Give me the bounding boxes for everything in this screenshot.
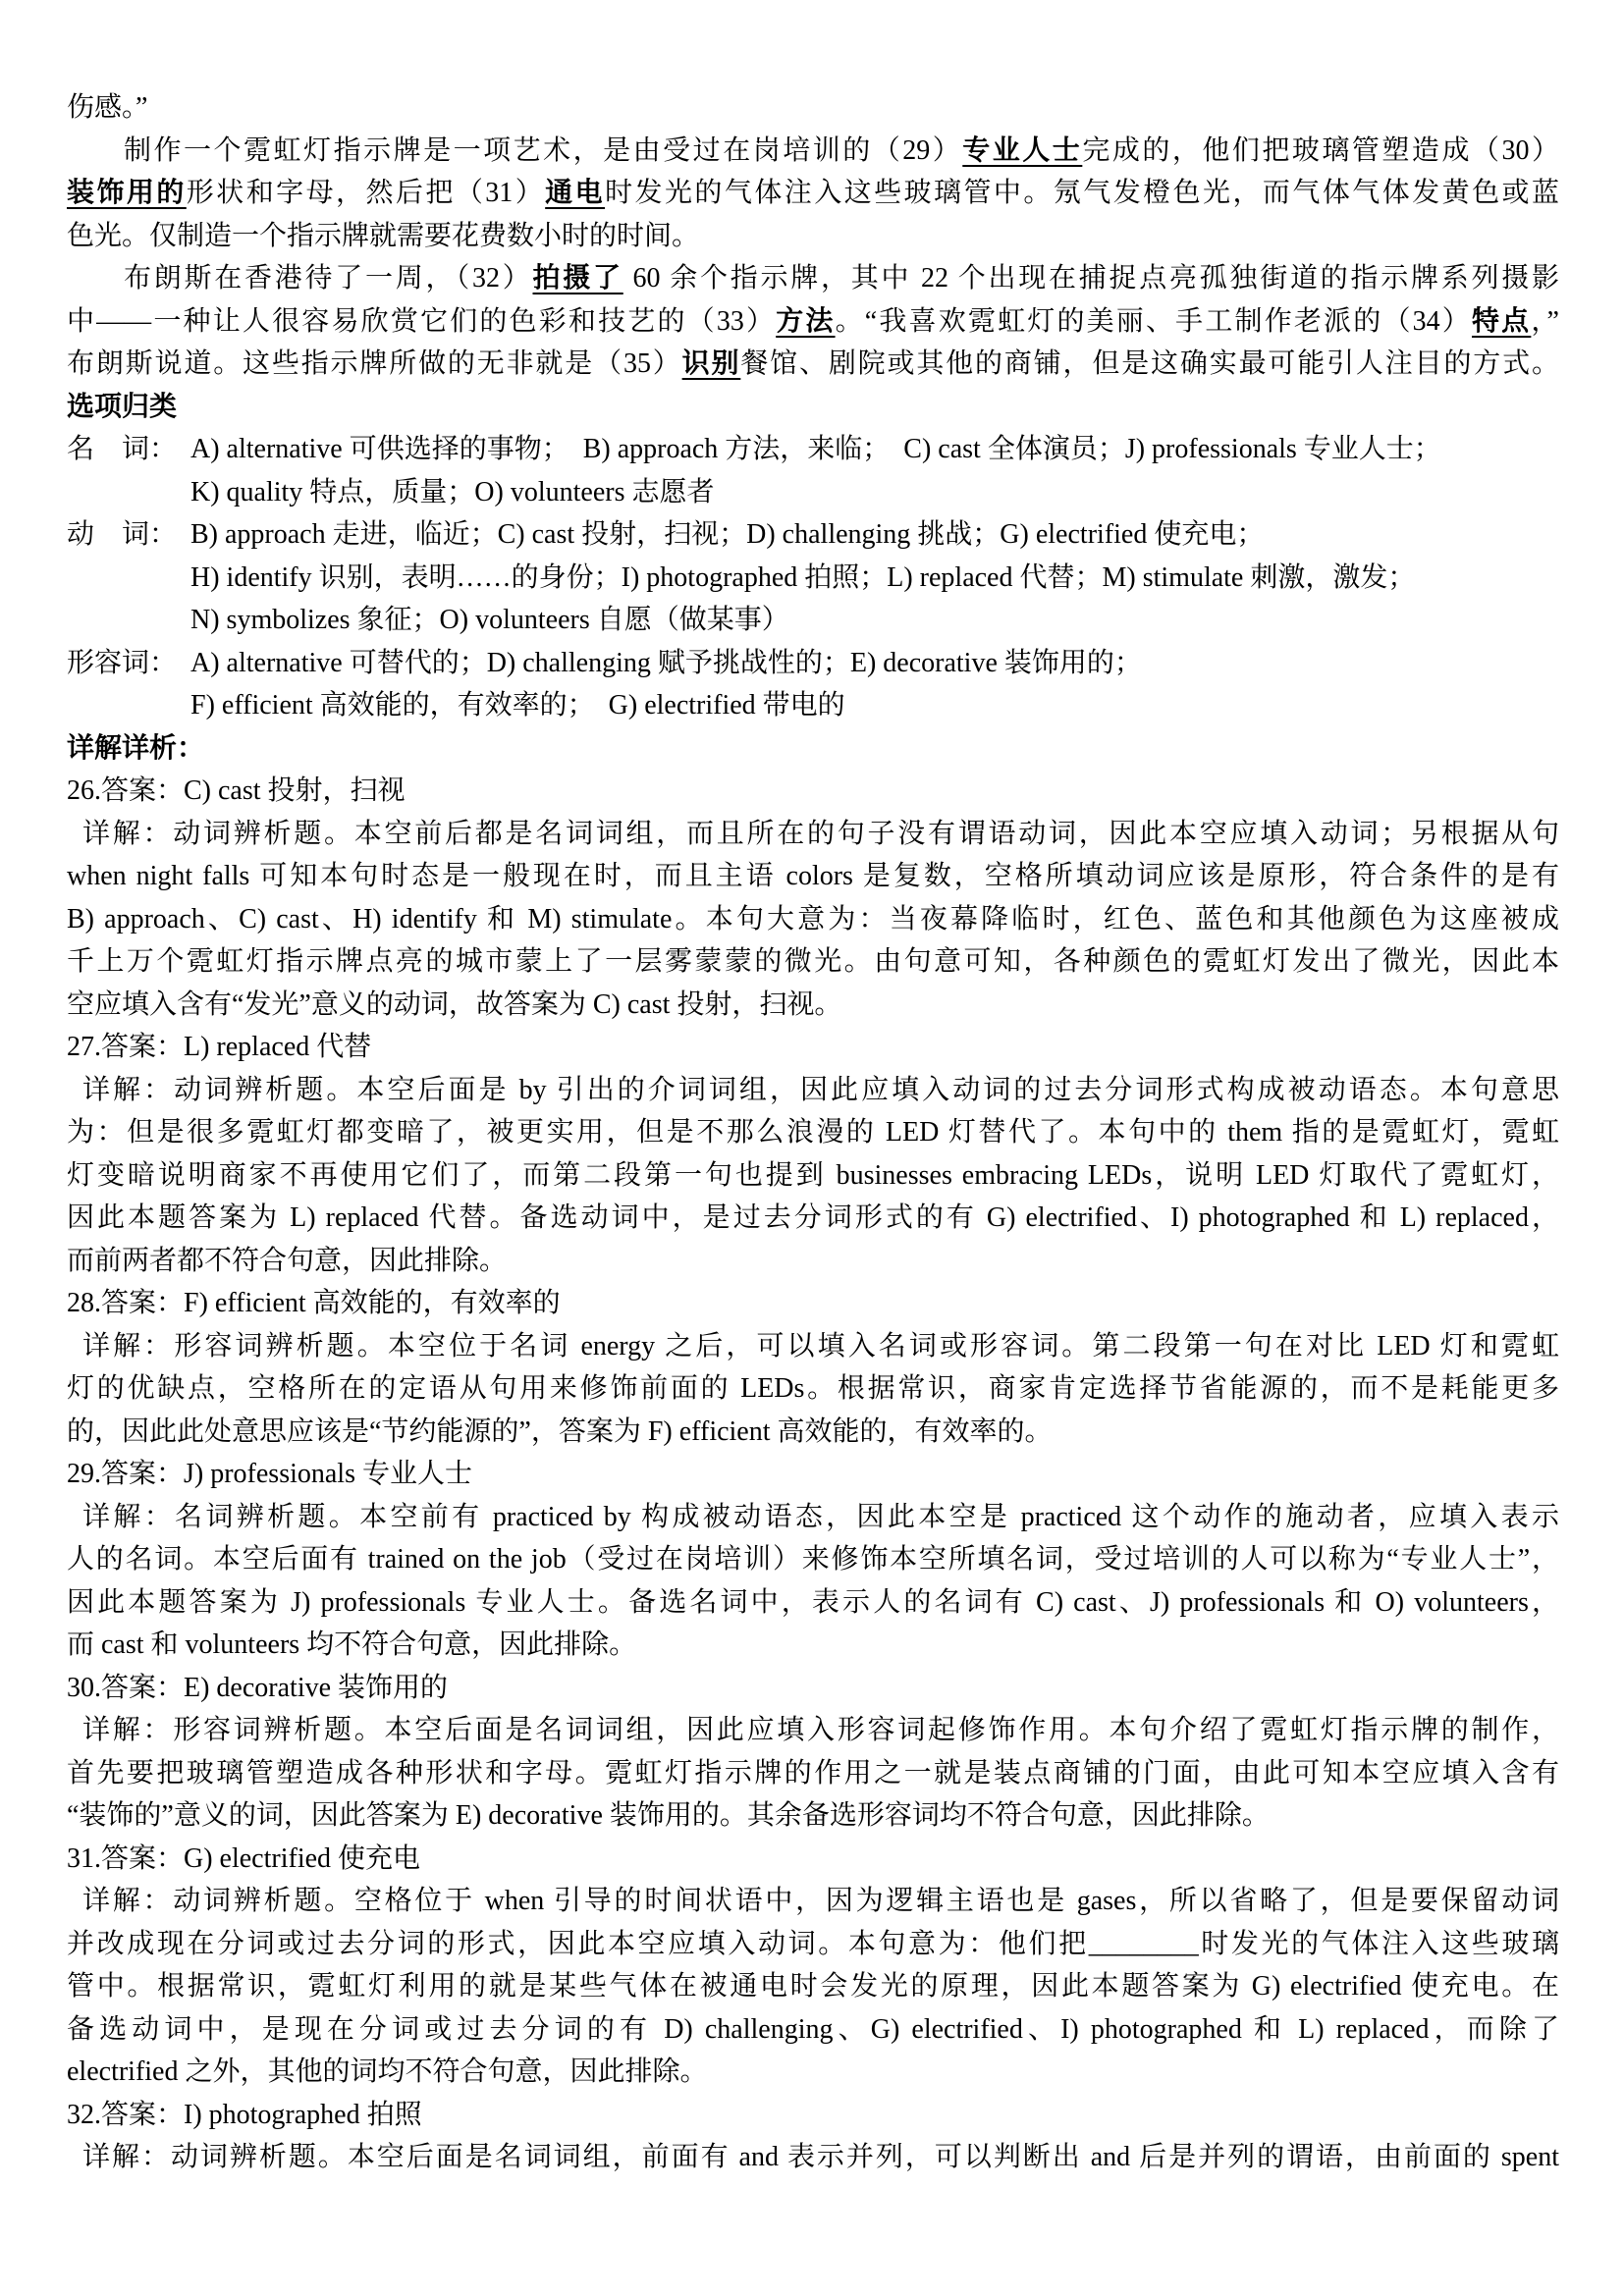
text-segment: 27.答案：L) replaced 代替 [67, 1032, 372, 1062]
text-line [67, 86, 1559, 130]
text-line [67, 471, 1559, 514]
text-line [67, 2051, 1559, 2094]
text-segment: N) symbolizes 象征；O) volunteers 自愿（做某事） [190, 605, 789, 635]
text-segment: 详解：形容词辨析题。本空后面是名词词组，因此应填入形容词起修饰作用。本句介绍了霓虹灯指示牌的制作， [82, 1715, 1559, 1745]
text-line [67, 1240, 1559, 1283]
text-line [67, 1026, 1559, 1069]
text-line [67, 215, 1559, 258]
text-line [67, 2008, 1559, 2052]
text-segment: 管中。根据常识，霓虹灯利用的就是某些气体在被通电时会发光的原理，因此本题答案为 G) electrified 使充电。在 [67, 1971, 1559, 2002]
text-line [67, 1581, 1559, 1625]
text-segment: 。“我喜欢霓虹灯的美丽、手工制作老派的（34） [835, 305, 1472, 337]
text-segment: when night falls 可知本句时态是一般现在时，而且主语 colors 是复数，空格所填动词应该是原形，符合条件的是有 [67, 861, 1559, 891]
text-segment: “装饰的”意义的词，因此答案为 E) decorative 装饰用的。其余备选形容词均不符合句意，因此排除。 [67, 1800, 1270, 1831]
text-line [67, 343, 1559, 386]
text-segment: 空应填入含有“发光”意义的动词，故答案为 C) cast 投射，扫视。 [67, 988, 842, 1020]
text-segment: 31.答案：G) electrified 使充电 [67, 1842, 421, 1874]
text-segment: 灯变暗说明商家不再使用它们了，而第二段第一句也提到 businesses embracing LEDs，说明 LED 灯取代了霓虹灯， [67, 1159, 1559, 1191]
text-segment: 详解：动词辨析题。本空前后都是名词词组，而且所在的句子没有谓语动词，因此本空应填入动词；另根据从句 [82, 818, 1559, 849]
answer-word-filled: 通电 [545, 178, 606, 208]
text-line [67, 1923, 1559, 1966]
text-line [67, 940, 1559, 984]
text-line [67, 1794, 1559, 1838]
section-heading [67, 727, 1559, 771]
text-segment: 布朗斯说道。这些指示牌所做的无非就是（35） [67, 348, 682, 379]
text-segment: 而 cast 和 volunteers 均不符合句意，因此排除。 [67, 1629, 637, 1660]
text-segment: electrified 之外，其他的词均不符合句意，因此排除。 [67, 2056, 708, 2087]
text-line [67, 1965, 1559, 2008]
text-segment: ，” [1531, 305, 1559, 337]
part-of-speech-label: 名 词： [67, 434, 178, 464]
answer-word-filled: 拍摄了 [532, 263, 623, 294]
text-line [67, 984, 1559, 1027]
text-segment: 29.答案：J) professionals 专业人士 [67, 1459, 472, 1489]
part-of-speech-label: 形容词： [67, 647, 178, 678]
text-segment: H) identify 识别，表明……的身份；I) photographed 拍照；L) replaced 代替；M) stimulate 刺激，激发； [190, 561, 1416, 593]
text-segment: 而前两者都不符合句意，因此排除。 [67, 1245, 508, 1276]
text-line [67, 1538, 1559, 1581]
text-line [67, 513, 1559, 557]
text-segment: B) approach 走进，临近；C) cast 投射，扫视；D) challenging 挑战；G) electrified 使充电； [190, 519, 1265, 550]
text-segment: 人的名词。本空后面有 trained on the job（受过在岗培训）来修饰本空所填名词，受过培训的人可以称为“专业人士”， [67, 1544, 1559, 1575]
answer-word-filled: 专业人士 [962, 134, 1083, 166]
text-line [67, 2094, 1559, 2137]
text-segment: B) approach、C) cast、H) identify 和 M) stimulate。本句大意为：当夜幕降临时，红色、蓝色和其他颜色为这座被成 [67, 903, 1559, 934]
text-segment: 灯的优缺点，空格所在的定语从句用来修饰前面的 LEDs。根据常识，商家肯定选择节省能源的，而不是耗能更多 [67, 1373, 1559, 1404]
text-line [67, 1154, 1559, 1198]
text-segment: 时发光的气体注入这些玻璃管中。氖气发橙色光，而气体气体发黄色或蓝 [605, 178, 1559, 208]
text-segment: 色光。仅制造一个指示牌就需要花费数小时的时间。 [67, 220, 700, 251]
text-line [67, 1453, 1559, 1496]
section-heading [67, 386, 1559, 429]
text-line [67, 1069, 1559, 1112]
text-segment: 中——一种让人很容易欣赏它们的色彩和技艺的（33） [67, 305, 777, 337]
text-line [67, 1496, 1559, 1539]
text-segment: 30.答案：E) decorative 装饰用的 [67, 1672, 449, 1703]
text-segment: 28.答案：F) efficient 高效能的，有效率的 [67, 1288, 561, 1318]
text-segment: 详解：动词辨析题。本空后面是名词词组，前面有 and 表示并列，可以判断出 and 后是并列的谓语，由前面的 spent [82, 2142, 1559, 2172]
text-line [67, 684, 1559, 727]
text-line [67, 1367, 1559, 1411]
text-segment: F) efficient 高效能的，有效率的； G) electrified 带电的 [190, 690, 845, 721]
text-line [67, 172, 1559, 215]
text-line [67, 1325, 1559, 1368]
text-line [67, 1282, 1559, 1325]
text-segment: 详解详析： [67, 732, 205, 764]
text-line [67, 770, 1559, 813]
text-line [67, 1667, 1559, 1710]
text-line [67, 813, 1559, 856]
text-segment: A) alternative 可供选择的事物； B) approach 方法，来临； C) cast 全体演员；J) professionals 专业人士； [190, 434, 1441, 464]
text-segment: 的，因此此处意思应该是“节约能源的”，答案为 F) efficient 高效能的，有效率的。 [67, 1415, 1053, 1447]
text-line [67, 1624, 1559, 1667]
text-segment: 伤感。” [67, 92, 148, 123]
text-line [67, 2136, 1559, 2179]
text-line [67, 1752, 1559, 1795]
text-segment: 详解：动词辨析题。空格位于 when 引导的时间状语中，因为逻辑主语也是 gases，所以省略了，但是要保留动词 [82, 1886, 1559, 1916]
answer-word-filled: 方法 [776, 305, 836, 337]
text-segment: A) alternative 可替代的；D) challenging 赋予挑战性的；E) decorative 装饰用的； [190, 647, 1142, 678]
text-segment: 详解：形容词辨析题。本空位于名词 energy 之后，可以填入名词或形容词。第二段第一句在对比 LED 灯和霓虹 [82, 1330, 1559, 1362]
text-segment: 千上万个霓虹灯指示牌点亮的城市蒙上了一层雾蒙蒙的微光。由句意可知，各种颜色的霓虹灯发出了微光，因此本 [67, 946, 1559, 977]
text-line [67, 1880, 1559, 1923]
text-line [67, 1111, 1559, 1154]
text-line [67, 855, 1559, 898]
text-segment: 备选动词中，是现在分词或过去分词的有 D) challenging、G) electrified、I) photographed 和 L) replaced，而除了 [67, 2013, 1559, 2045]
text-line [67, 130, 1559, 173]
text-line [67, 300, 1559, 344]
text-line [67, 642, 1559, 685]
text-segment: 详解：名词辨析题。本空前有 practiced by 构成被动语态，因此本空是 practiced 这个动作的施动者，应填入表示 [82, 1501, 1559, 1532]
text-segment: 32.答案：I) photographed 拍照 [67, 2099, 422, 2130]
text-segment: 详解：动词辨析题。本空后面是 by 引出的介词词组，因此应填入动词的过去分词形式构成被动语态。本句意思 [82, 1074, 1559, 1105]
text-line [67, 557, 1559, 600]
text-segment: 26.答案：C) cast 投射，扫视 [67, 775, 406, 806]
text-segment: 选项归类 [67, 391, 178, 422]
text-line [67, 428, 1559, 471]
text-line [67, 1838, 1559, 1881]
text-segment: 并改成现在分词或过去分词的形式，因此本空应填入动词。本句意为：他们把________时发光的气体注入这些玻璃 [67, 1928, 1559, 1959]
text-line [67, 1411, 1559, 1454]
answer-word-filled: 特点 [1472, 305, 1532, 337]
text-segment: 形状和字母，然后把（31） [186, 178, 546, 208]
text-segment: 为：但是很多霓虹灯都变暗了，被更实用，但是不那么浪漫的 LED 灯替代了。本句中的 them 指的是霓虹灯，霓虹 [67, 1117, 1559, 1148]
text-segment: 制作一个霓虹灯指示牌是一项艺术，是由受过在岗培训的（29） [124, 134, 963, 166]
text-segment: K) quality 特点，质量；O) volunteers 志愿者 [190, 476, 715, 507]
text-segment: 因此本题答案为 J) professionals 专业人士。备选名词中，表示人的名词有 C) cast、J) professionals 和 O) volunteers， [67, 1586, 1559, 1618]
text-segment: 完成的，他们把玻璃管塑造成（30） [1082, 134, 1559, 166]
text-line [67, 257, 1559, 300]
part-of-speech-label: 动 词： [67, 519, 178, 550]
text-line [67, 599, 1559, 642]
answer-word-filled: 装饰用的 [67, 178, 187, 208]
text-segment: 因此本题答案为 L) replaced 代替。备选动词中，是过去分词形式的有 G) electrified、I) photographed 和 L) replaced， [67, 1202, 1559, 1233]
text-line [67, 898, 1559, 941]
text-segment: 60 余个指示牌，其中 22 个出现在捕捉点亮孤独街道的指示牌系列摄影 [623, 263, 1559, 294]
text-line [67, 1709, 1559, 1752]
text-segment: 餐馆、剧院或其他的商铺，但是这确实最可能引人注目的方式。 [740, 348, 1559, 379]
text-segment: 首先要把玻璃管塑造成各种形状和字母。霓虹灯指示牌的作用之一就是装点商铺的门面，由此可知本空应填入含有 [67, 1757, 1559, 1789]
text-line [67, 1197, 1559, 1240]
answer-word-filled: 识别 [681, 348, 741, 379]
text-segment: 布朗斯在香港待了一周，（32） [124, 263, 533, 294]
